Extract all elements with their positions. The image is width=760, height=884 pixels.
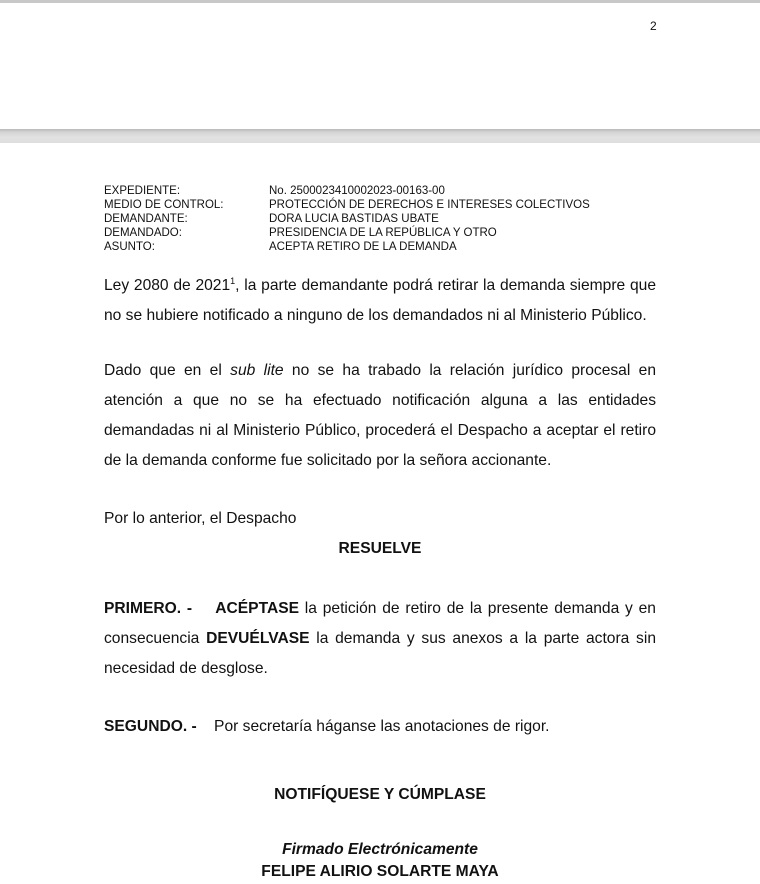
paragraph-text: la demanda y sus anexos a la parte actora sin necesidad de desglose. [104,630,656,677]
field-value: PRESIDENCIA DE LA REPÚBLICA Y OTRO [269,227,497,239]
page-break-separator [0,129,760,143]
case-field-medio-de-control [104,198,590,212]
case-field-demandante [104,212,590,226]
ordinal-label: PRIMERO. - [104,600,193,617]
signature-name: FELIPE ALIRIO SOLARTE MAYA [261,863,499,880]
paragraph-text: no se ha trabado la relación jurídico procesal en atención a que no se ha efectuado notificación alguna a las entidades demandadas ni al Ministerio Público, procederá el Despacho a aceptar el retiro de la demanda conforme fue solicitado por la señora accionante. [104,362,656,469]
paragraph-ley [104,266,656,331]
ordinal-primero [104,594,656,684]
field-label: DEMANDANTE: [104,213,188,225]
signature-note: Firmado Electrónicamente [282,841,478,858]
paragraph-text: Dado que en el [104,362,231,379]
page-number: 2 [650,19,657,33]
footnote-ref[interactable]: 1 [230,276,236,286]
keyword-aceptase: ACÉPTASE [215,600,300,617]
field-value: PROTECCIÓN DE DERECHOS E INTERESES COLECTIVOS [269,199,590,211]
paragraph-sub-lite [104,356,656,476]
paragraph-text: , la parte demandante podrá retirar la demanda siempre que no se hubiere notificado a ninguno de los demandados ni al Ministerio Público. [104,277,656,324]
field-value: ACEPTA RETIRO DE LA DEMANDA [269,241,457,253]
latin-term: sub lite [230,362,284,379]
case-field-demandado [104,226,590,240]
field-value: No. 2500023410002023-00163-00 [269,185,445,197]
case-field-expediente [104,184,590,198]
paragraph-text: Por secretaría háganse las anotaciones de rigor. [214,718,550,735]
case-field-asunto [104,240,590,254]
keyword-devuelvase: DEVUÉLVASE [206,630,310,647]
field-label: MEDIO DE CONTROL: [104,199,224,211]
paragraph-text: Ley 2080 de 2021 [104,277,231,294]
field-label: DEMANDADO: [104,227,182,239]
ordinal-segundo [104,712,656,742]
field-value: DORA LUCIA BASTIDAS UBATE [269,213,439,225]
closing-notifiquese: NOTIFÍQUESE Y CÚMPLASE [274,786,486,803]
resuelve-heading: RESUELVE [338,540,422,557]
paragraph-text: la petición de retiro de la presente demanda y en consecuencia [104,600,656,647]
page-top-edge [0,0,760,3]
paragraph-por-lo-anterior: Por lo anterior, el Despacho [104,510,297,527]
case-header [104,184,590,254]
ordinal-label: SEGUNDO. - [104,718,197,735]
field-label: EXPEDIENTE: [104,185,181,197]
field-label: ASUNTO: [104,241,155,253]
